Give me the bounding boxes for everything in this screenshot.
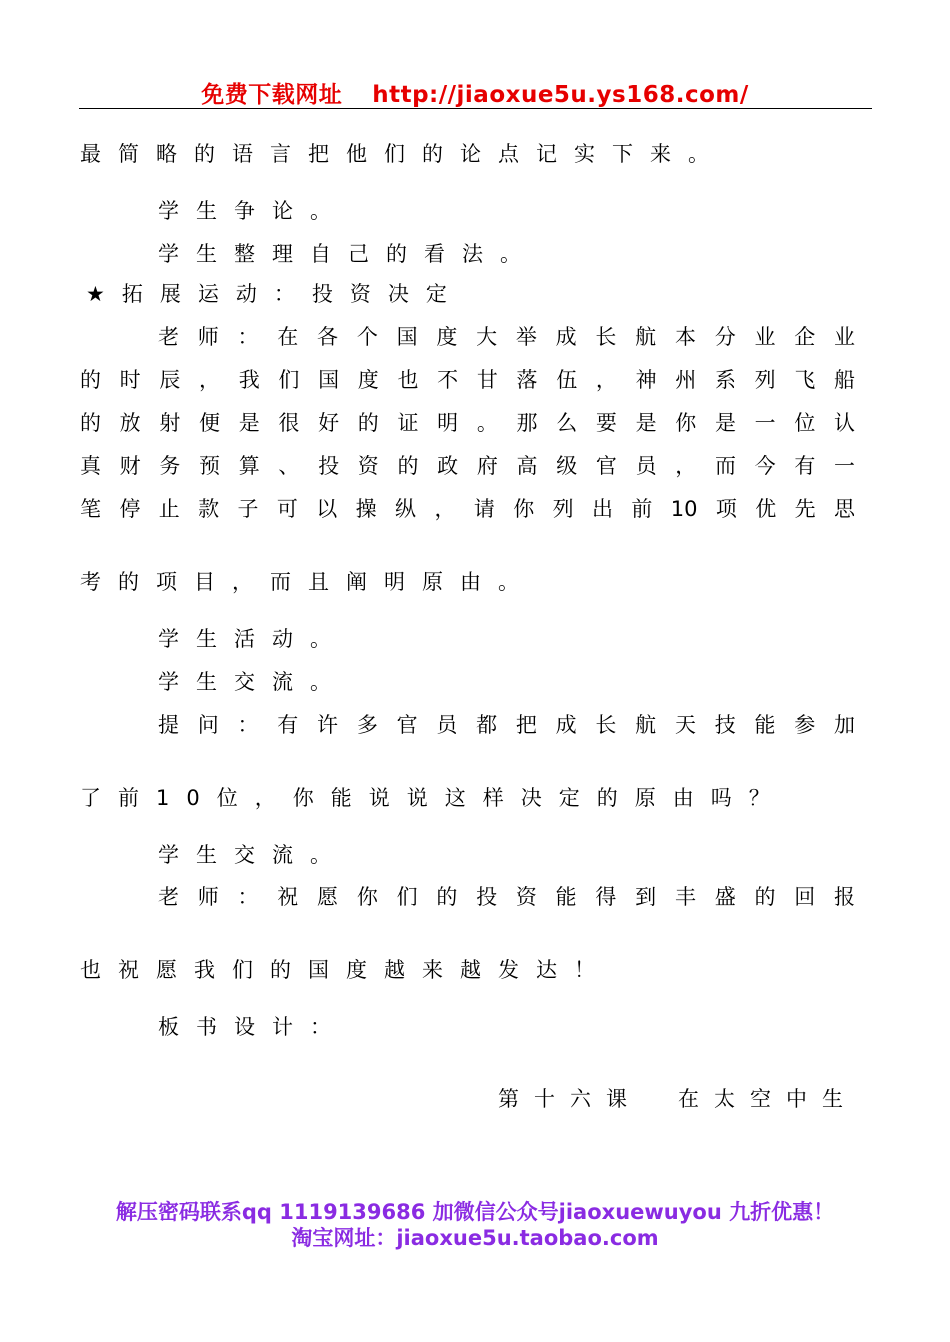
text-line: 考的项目，而且阐明原由。 bbox=[80, 570, 536, 594]
header-url[interactable]: http://jiaoxue5u.ys168.com/ bbox=[372, 82, 749, 108]
text-line: 老师：在各个国度大举成长航本分业企业 bbox=[158, 325, 855, 349]
header-title: 免费下载网址 bbox=[201, 82, 343, 108]
text-line: 学生活动。 bbox=[158, 627, 348, 651]
header-rule bbox=[79, 108, 872, 109]
text-line: 了前10位，你能说说这样决定的原由吗？ bbox=[80, 786, 787, 810]
text-line: 的时辰，我们国度也不甘落伍，神州系列飞船 bbox=[80, 368, 855, 392]
text-line: 真财务预算、投资的政府高级官员，而今有一 bbox=[80, 454, 855, 478]
text-line: 提问：有许多官员都把成长航天技能参加 bbox=[158, 713, 855, 737]
text-line: 板书设计： bbox=[158, 1015, 348, 1039]
text-line: 老师：祝愿你们的投资能得到丰盛的回报 bbox=[158, 885, 855, 909]
text-line: 学生争论。 bbox=[158, 199, 348, 223]
text-line: 笔停止款子可以操纵，请你列出前10项优先思 bbox=[80, 497, 855, 521]
text-line: 学生交流。 bbox=[158, 843, 348, 867]
text-line: 最简略的语言把他们的论点记实下来。 bbox=[80, 142, 726, 166]
footer-contact: 解压密码联系qq 1119139686 加微信公众号jiaoxuewuyou 九折优惠！ bbox=[115, 1200, 835, 1224]
footer-taobao[interactable]: 淘宝网址：jiaoxue5u.taobao.com bbox=[291, 1226, 659, 1250]
text-line: 学生整理自己的看法。 bbox=[158, 242, 538, 266]
page-header bbox=[0, 76, 950, 109]
section-heading: ★拓展运动：投资决定 bbox=[86, 282, 464, 306]
text-line: 学生交流。 bbox=[158, 670, 348, 694]
text-line: 也祝愿我们的国度越来越发达！ bbox=[80, 958, 612, 982]
text-line: 的放射便是很好的证明。那么要是你是一位认 bbox=[80, 411, 855, 435]
board-design-title: 第十六课 在太空中生 bbox=[498, 1087, 858, 1111]
